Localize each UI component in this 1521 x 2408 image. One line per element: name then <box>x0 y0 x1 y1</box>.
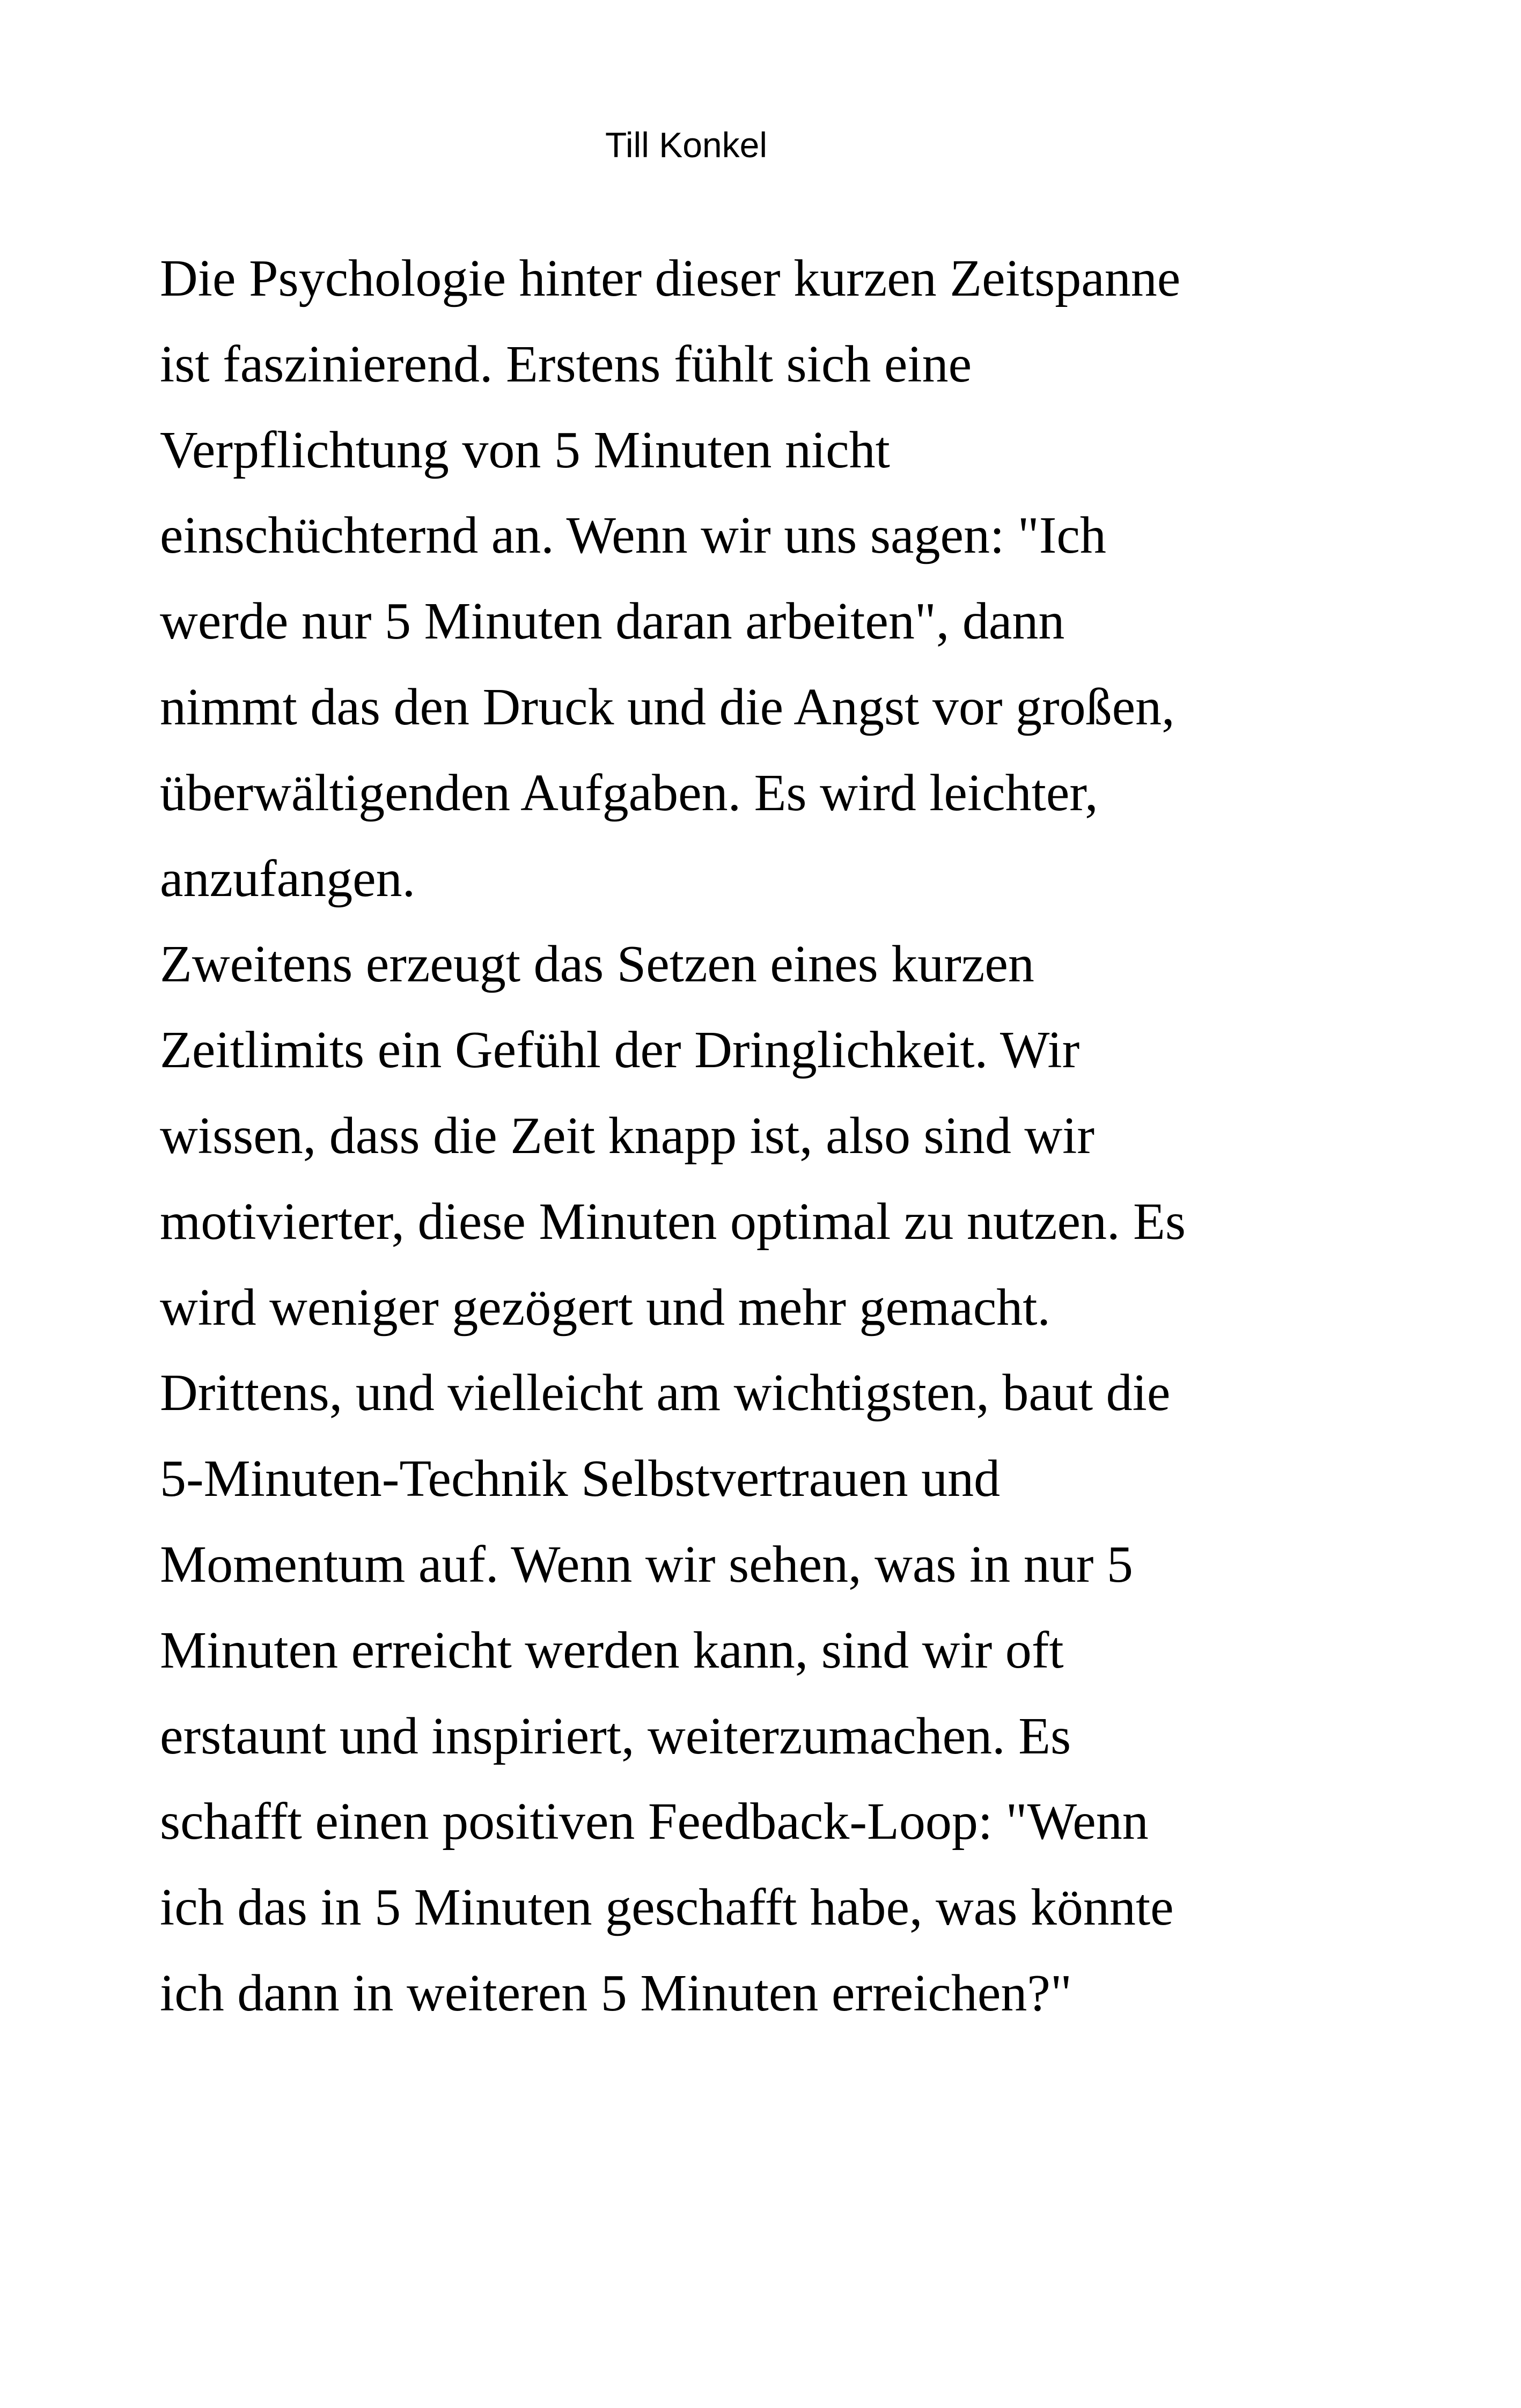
text-line: einschüchternd an. Wenn wir uns sagen: "Ich <box>160 506 1106 565</box>
text-line: wird weniger gezögert und mehr gemacht. <box>160 1278 1050 1337</box>
text-line: erstaunt und inspiriert, weiterzumachen. Es <box>160 1707 1071 1765</box>
text-line: ich dann in weiteren 5 Minuten erreichen?" <box>160 1964 1072 2022</box>
text-line: ist faszinierend. Erstens fühlt sich eine <box>160 335 972 393</box>
body-text <box>160 236 1265 2037</box>
running-header-author: Till Konkel <box>605 125 767 165</box>
text-line: Verpflichtung von 5 Minuten nicht <box>160 421 890 479</box>
text-line: überwältigenden Aufgaben. Es wird leichter, <box>160 763 1098 822</box>
text-line: Minuten erreicht werden kann, sind wir oft <box>160 1621 1064 1679</box>
text-line: anzufangen. <box>160 849 416 908</box>
text-line: motivierter, diese Minuten optimal zu nutzen. Es <box>160 1192 1186 1251</box>
text-line: nimmt das den Druck und die Angst vor großen, <box>160 678 1175 736</box>
text-line: werde nur 5 Minuten daran arbeiten", dann <box>160 592 1065 651</box>
text-line: Momentum auf. Wenn wir sehen, was in nur 5 <box>160 1535 1133 1594</box>
text-line: Zweitens erzeugt das Setzen eines kurzen <box>160 935 1034 994</box>
text-line: 5-Minuten-Technik Selbstvertrauen und <box>160 1450 1001 1508</box>
text-line: ich das in 5 Minuten geschafft habe, was könnte <box>160 1878 1174 1937</box>
text-line: Die Psychologie hinter dieser kurzen Zeitspanne <box>160 249 1181 307</box>
text-line: wissen, dass die Zeit knapp ist, also sind wir <box>160 1106 1095 1165</box>
text-line: schafft einen positiven Feedback-Loop: "Wenn <box>160 1793 1149 1851</box>
text-line: Drittens, und vielleicht am wichtigsten, baut die <box>160 1364 1171 1422</box>
text-line: Zeitlimits ein Gefühl der Dringlichkeit. Wir <box>160 1021 1080 1080</box>
